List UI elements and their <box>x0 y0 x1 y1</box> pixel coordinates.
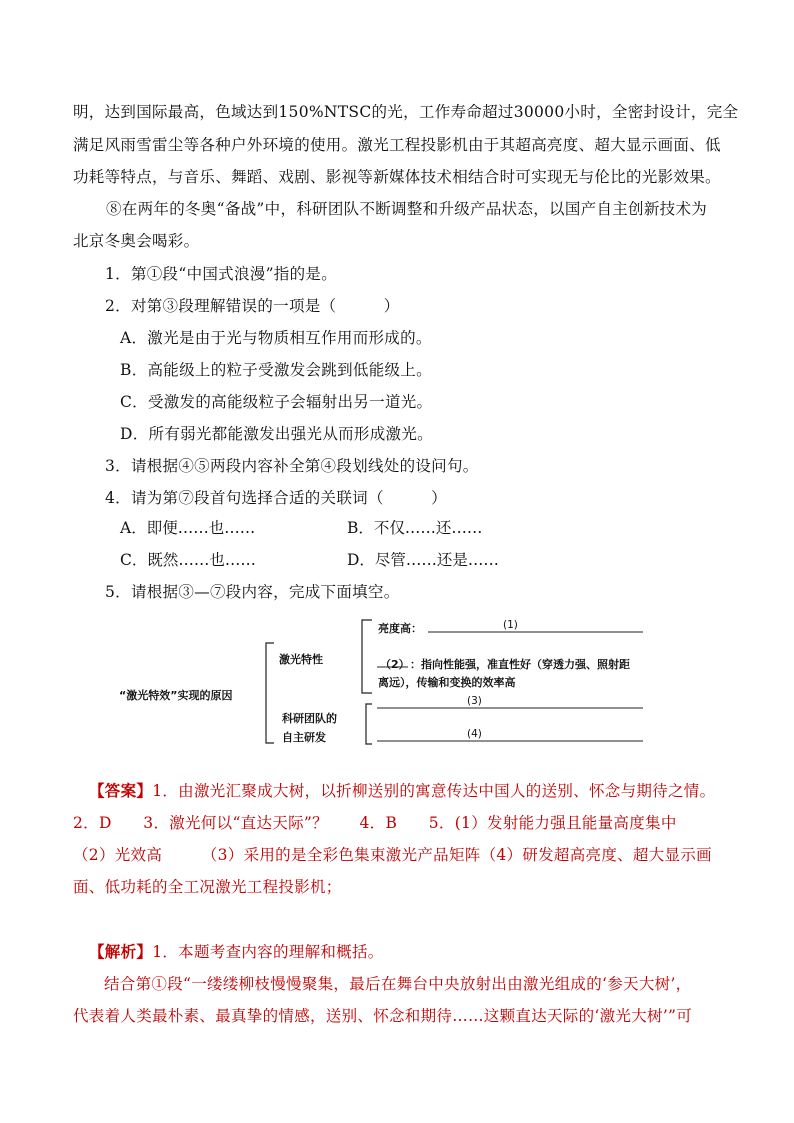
diagram-leaf-brightness-label: 亮度高： <box>378 622 422 635</box>
passage-line-5: 北京冬奥会喝彩。 <box>73 232 200 250</box>
lower-bracket <box>366 704 372 744</box>
question-5: 5．请根据③—⑦段内容，完成下面填空。 <box>105 583 400 601</box>
main-bracket <box>266 643 274 743</box>
diagram-leaf-2-text-line1: ：指向性能强，准直性好（穿透力强、照射距 <box>410 658 630 671</box>
question-2-option-b: B．高能级上的粒子受激发会跳到低能级上。 <box>120 361 432 379</box>
passage-line-1: 明，达到国际最高，色域达到150%NTSC的光，工作寿命超过30000小时，全密封设计，完全 <box>73 103 739 121</box>
passage-line-2: 满足风雨雪雷尘等各种户外环境的使用。激光工程投影机由于其超高亮度、超大显示画面、低 <box>73 136 721 154</box>
question-2-option-a: A．激光是由于光与物质相互作用而形成的。 <box>120 329 432 347</box>
diagram-branch-rnd-line2: 自主研发 <box>282 731 326 744</box>
answer-line-2: 2．D 3．激光何以“直达天际”？ 4．B 5．(1）发射能力强且能量高度集中 <box>73 814 677 832</box>
diagram-leaf-2-text-line2: 离远），传输和变换的效率高 <box>378 676 516 689</box>
answer-tag: 【答案】 <box>89 781 153 800</box>
diagram-root: “激光特效”实现的原因 <box>119 689 233 702</box>
diagram-branch-rnd-line1: 科研团队的 <box>282 712 337 725</box>
question-4-option-a: A．即便……也…… <box>120 519 256 537</box>
analysis-text-1: 1．本题考查内容的理解和概括。 <box>152 943 384 961</box>
question-2: 2．对第③段理解错误的一项是（ ） <box>105 297 400 315</box>
question-4-option-b: B．不仅……还…… <box>347 519 483 537</box>
answer-line-4: 面、低功耗的全工况激光工程投影机； <box>73 878 342 896</box>
question-3: 3．请根据④⑤两段内容补全第④段划线处的设问句。 <box>105 457 479 475</box>
upper-bracket <box>362 620 372 693</box>
diagram-blank-1-number: (1) <box>503 619 518 631</box>
analysis-line-3: 代表着人类最朴素、最真挚的情感，送别、怀念和期待……这颗直达天际的‘激光大树’”可 <box>73 1007 693 1025</box>
diagram-branch-laser-traits: 激光特性 <box>279 653 323 666</box>
question-4-option-d: D．尽管……还是…… <box>347 551 499 569</box>
answer-text-1: 1．由激光汇聚成大树，以折柳送别的寓意传达中国人的送别、怀念与期待之情。 <box>152 782 716 800</box>
diagram-blank-4-number: (4) <box>467 728 482 740</box>
question-4: 4．请为第⑦段首句选择合适的关联词（ ） <box>105 489 447 507</box>
passage-line-3: 功耗等特点，与音乐、舞蹈、戏剧、影视等新媒体技术相结合时可实现无与伦比的光影效果。 <box>73 168 721 186</box>
analysis-line-2: 结合第①段“一缕缕柳枝慢慢聚集，最后在舞台中央放射出由激光组成的‘参天大树’， <box>104 975 692 993</box>
analysis-tag: 【解析】 <box>89 942 153 961</box>
question-2-option-c: C．受激发的高能级粒子会辐射出另一道光。 <box>120 393 433 411</box>
diagram-blank-3-number: (3) <box>467 695 482 707</box>
passage-line-4: ⑧在两年的冬奥“备战”中，科研团队不断调整和升级产品状态，以国产自主创新技术为 <box>106 200 708 218</box>
question-1: 1．第①段“中国式浪漫”指的是。 <box>105 265 338 283</box>
analysis-line-1 <box>89 940 384 962</box>
answer-line-3: （2）光效高 （3）采用的是全彩色集束激光产品矩阵（4）研发超高亮度、超大显示画 <box>73 846 712 864</box>
diagram-blank-2-number: （2） <box>380 658 410 671</box>
question-2-option-d: D．所有弱光都能激发出强光从而形成激光。 <box>120 425 433 443</box>
question-4-option-c: C．既然……也…… <box>120 551 256 569</box>
answer-line-1 <box>89 779 715 801</box>
